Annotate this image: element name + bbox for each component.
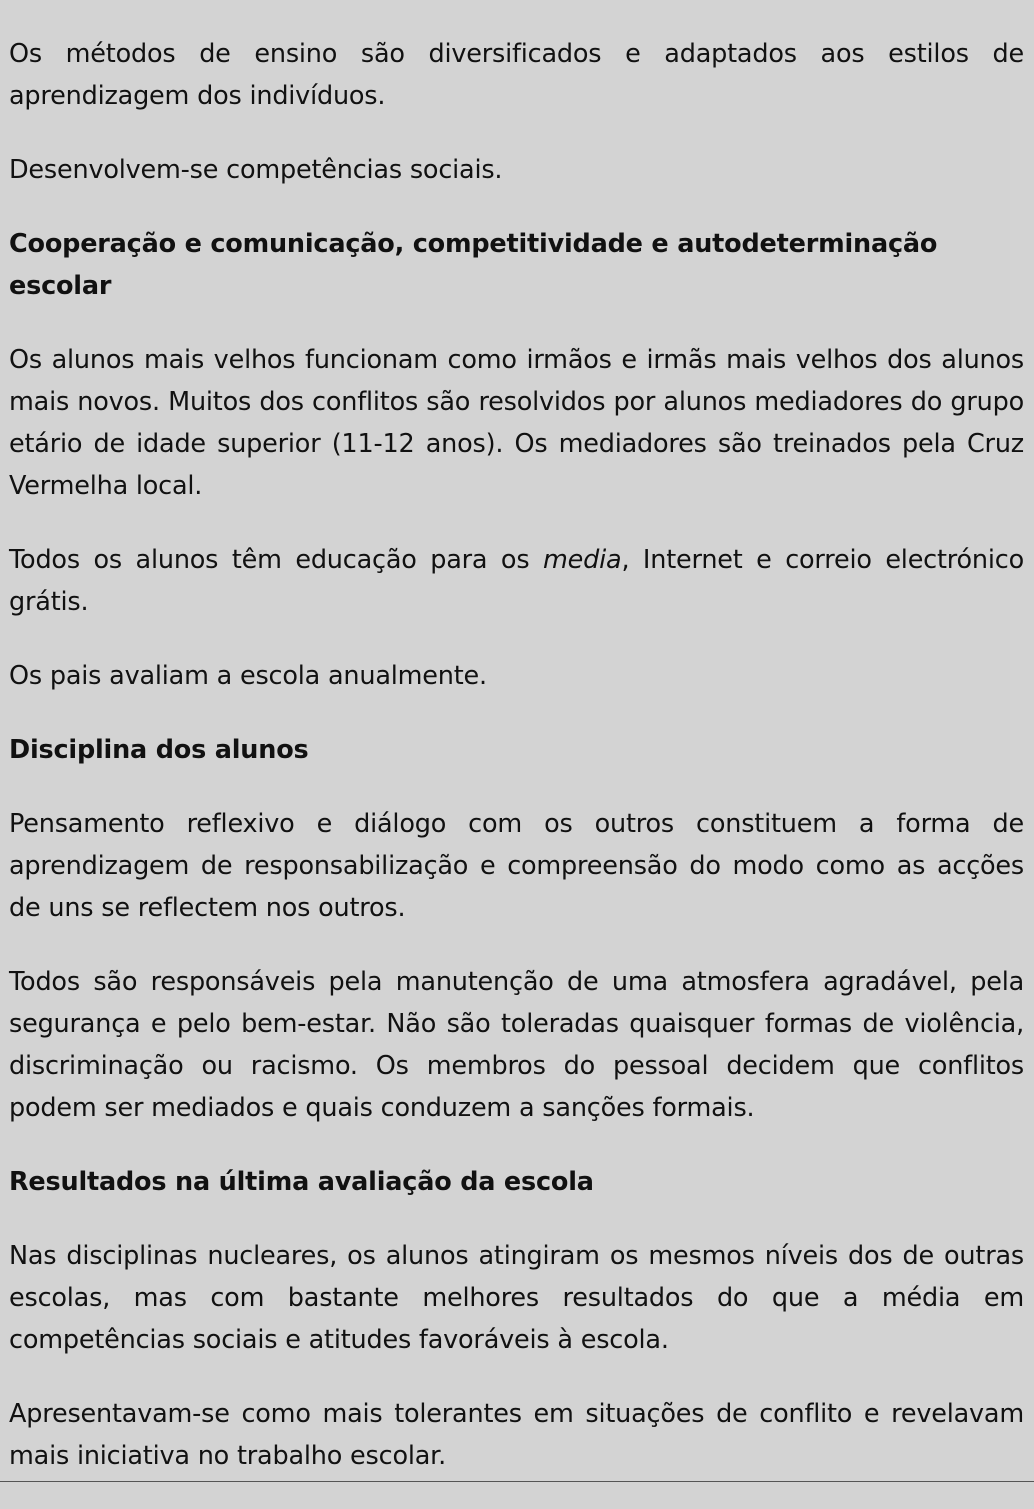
bottom-divider	[0, 1481, 1034, 1482]
paragraph-responsibility: Todos são responsáveis pela manutenção de uma atmosfera agradável, pela segurança e pelo bem-estar. Não são toleradas quaisquer formas de violência, discriminação ou racismo. Os membros do pessoal decidem que conflitos podem ser mediados e quais conduzem a sanções formais.	[9, 967, 1024, 1123]
document-page	[9, 33, 1024, 1509]
section-heading-results: Resultados na última avaliação da escola	[9, 1167, 594, 1197]
section-heading-discipline: Disciplina dos alunos	[9, 735, 309, 765]
paragraph-older-students: Os alunos mais velhos funcionam como irmãos e irmãs mais velhos dos alunos mais novos. Muitos dos conflitos são resolvidos por alunos mediadores do grupo etário de idade superior (11-12 anos). Os mediadores são treinados pela Cruz Vermelha local.	[9, 345, 1024, 501]
media-italic-word: media	[543, 545, 622, 575]
paragraph-reflective-thinking: Pensamento reflexivo e diálogo com os outros constituem a forma de aprendizagem de responsabilização e compreensão do modo como as acções de uns se reflectem nos outros.	[9, 809, 1024, 923]
paragraph-teaching-methods: Os métodos de ensino são diversificados e adaptados aos estilos de aprendizagem dos indivíduos.	[9, 39, 1024, 111]
section-heading-cooperation: Cooperação e comunicação, competitividade e autodeterminação escolar	[9, 229, 938, 301]
paragraph-parents-evaluate: Os pais avaliam a escola anualmente.	[9, 661, 487, 691]
paragraph-core-subjects: Nas disciplinas nucleares, os alunos atingiram os mesmos níveis dos de outras escolas, mas com bastante melhores resultados do que a média em competências sociais e atitudes favoráveis à escola.	[9, 1241, 1024, 1355]
paragraph-social-skills: Desenvolvem-se competências sociais.	[9, 155, 503, 185]
paragraph-media-education	[9, 539, 1024, 623]
paragraph-tolerance: Apresentavam-se como mais tolerantes em situações de conflito e revelavam mais iniciativa no trabalho escolar.	[9, 1399, 1024, 1471]
media-text-after: , Internet e correio electrónico grátis.	[9, 545, 1024, 617]
media-text-before: Todos os alunos têm educação para os	[9, 545, 543, 575]
